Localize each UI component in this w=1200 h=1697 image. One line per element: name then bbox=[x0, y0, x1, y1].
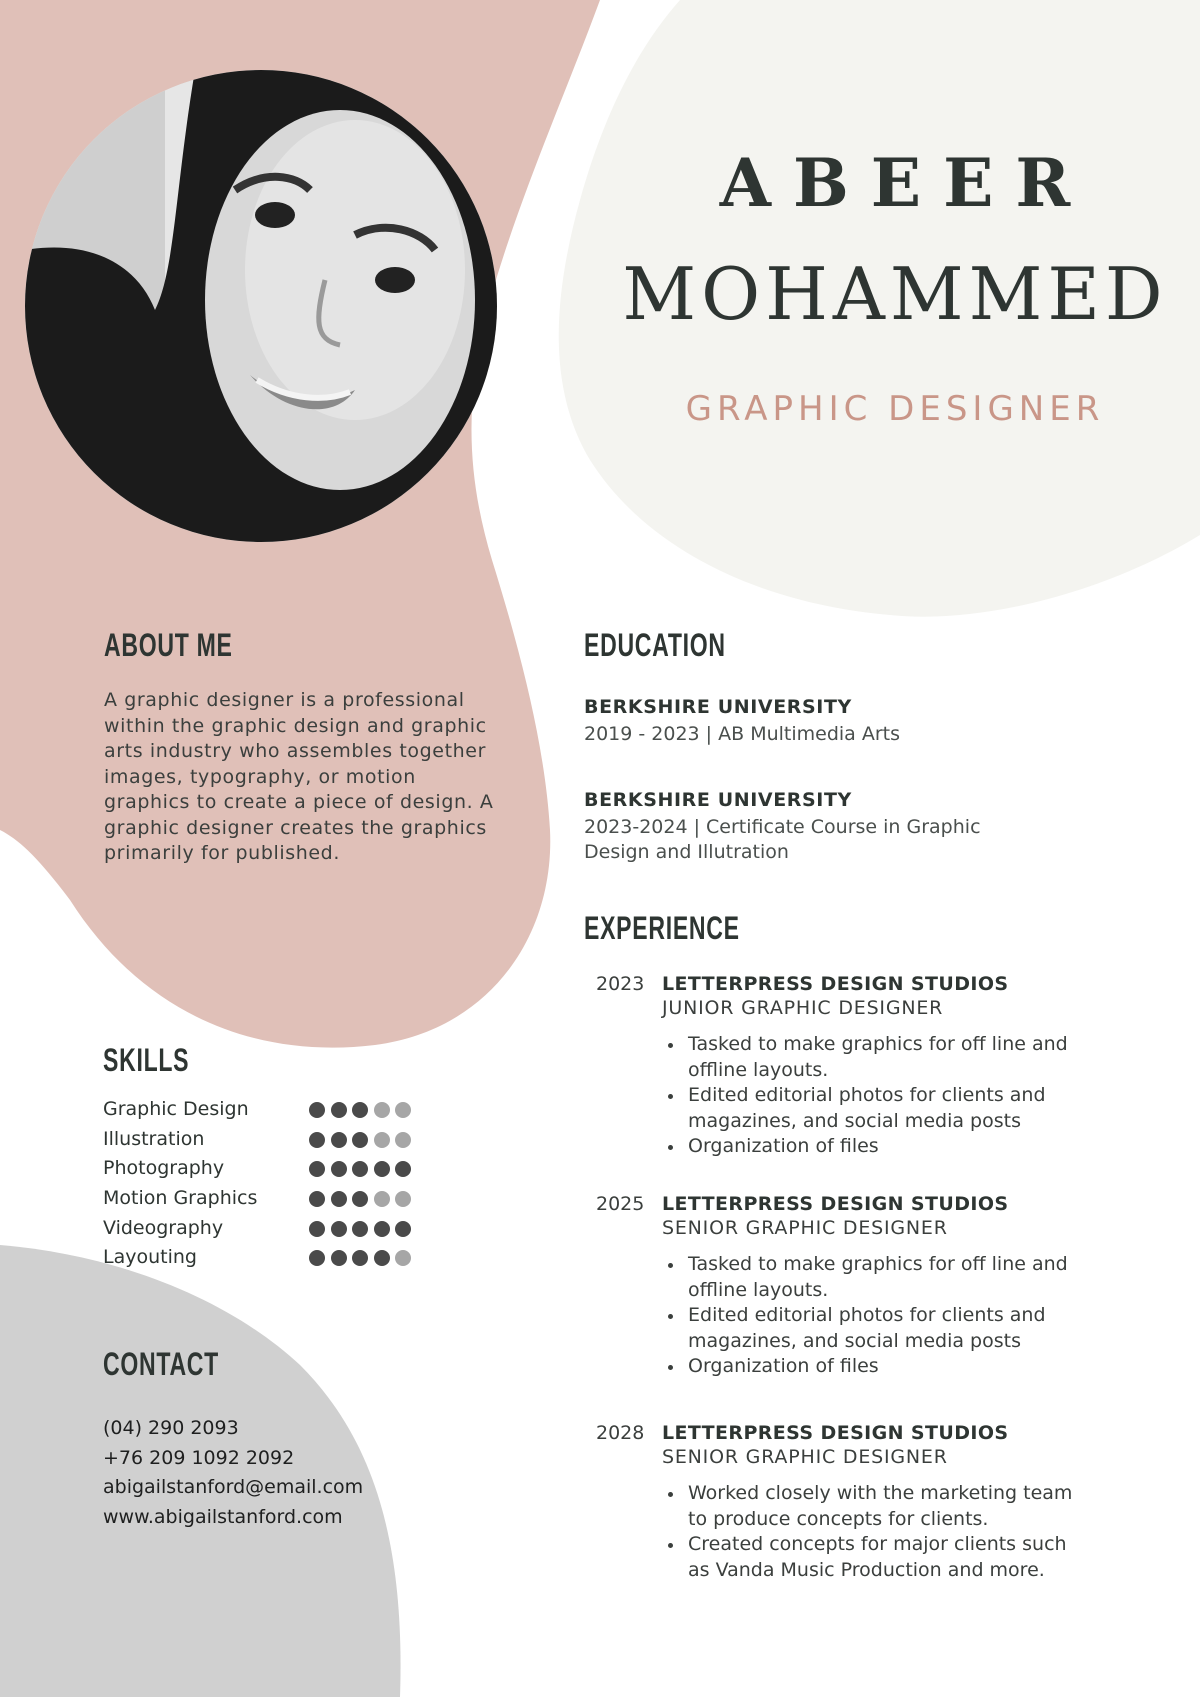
skill-rating bbox=[309, 1250, 417, 1266]
skill-name: Videography bbox=[103, 1216, 224, 1239]
skill-dot-filled bbox=[309, 1250, 325, 1266]
bullet-list bbox=[662, 1032, 1092, 1160]
education-heading: EDUCATION bbox=[584, 627, 726, 663]
profile-photo bbox=[25, 70, 497, 542]
skill-dot-filled bbox=[374, 1221, 390, 1237]
skill-name: Illustration bbox=[103, 1127, 205, 1150]
skill-rating bbox=[309, 1221, 417, 1237]
list-item: Organization of files bbox=[688, 1354, 1092, 1380]
skill-dot-filled bbox=[309, 1191, 325, 1207]
education-item bbox=[584, 787, 1044, 865]
website-link: www.abigailstanford.com bbox=[103, 1505, 343, 1528]
phone-number: (04) 290 2093 bbox=[103, 1417, 239, 1439]
skill-name: Layouting bbox=[103, 1246, 197, 1269]
skill-dot-filled bbox=[352, 1191, 368, 1207]
role-title: JUNIOR GRAPHIC DESIGNER bbox=[662, 997, 944, 1019]
skill-dot-empty bbox=[395, 1102, 411, 1118]
education-detail: 2023-2024 | Certificate Course in Graphic Design and Illutration bbox=[584, 816, 981, 863]
contact-list bbox=[103, 1414, 423, 1532]
skill-dot-filled bbox=[309, 1102, 325, 1118]
skill-dot-filled bbox=[331, 1161, 347, 1177]
skills-heading: SKILLS bbox=[103, 1042, 190, 1078]
skill-row bbox=[103, 1096, 433, 1126]
skill-dot-filled bbox=[309, 1221, 325, 1237]
skill-dot-filled bbox=[331, 1221, 347, 1237]
job-title: GRAPHIC DESIGNER bbox=[685, 389, 1105, 429]
skill-dot-empty bbox=[374, 1102, 390, 1118]
school-name: BERKSHIRE UNIVERSITY bbox=[584, 696, 852, 718]
skill-dot-filled bbox=[352, 1132, 368, 1148]
skill-dot-filled bbox=[352, 1221, 368, 1237]
contact-heading: CONTACT bbox=[103, 1346, 219, 1382]
skill-name: Photography bbox=[103, 1157, 225, 1180]
role-title: SENIOR GRAPHIC DESIGNER bbox=[662, 1446, 948, 1468]
experience-year: 2025 bbox=[596, 1193, 645, 1215]
skill-name: Motion Graphics bbox=[103, 1187, 258, 1210]
bullet-list bbox=[662, 1481, 1092, 1583]
skill-rating bbox=[309, 1161, 417, 1177]
list-item: Created concepts for major clients such as Vanda Music Production and more. bbox=[688, 1532, 1092, 1583]
company-name: LETTERPRESS DESIGN STUDIOS bbox=[662, 1193, 1009, 1215]
skill-dot-filled bbox=[395, 1221, 411, 1237]
skill-rating bbox=[309, 1132, 417, 1148]
skill-rating bbox=[309, 1191, 417, 1207]
role-title: SENIOR GRAPHIC DESIGNER bbox=[662, 1217, 948, 1239]
education-detail: 2019 - 2023 | AB Multimedia Arts bbox=[584, 723, 901, 745]
list-item: Worked closely with the marketing team to produce concepts for clients. bbox=[688, 1481, 1092, 1532]
experience-year: 2028 bbox=[596, 1422, 645, 1444]
skill-dot-filled bbox=[331, 1191, 347, 1207]
first-name: ABEER bbox=[719, 144, 1093, 222]
skill-row bbox=[103, 1244, 433, 1274]
school-name: BERKSHIRE UNIVERSITY bbox=[584, 789, 852, 811]
skill-dot-filled bbox=[309, 1132, 325, 1148]
skill-dot-empty bbox=[395, 1191, 411, 1207]
experience-year: 2023 bbox=[596, 973, 645, 995]
list-item: Edited editorial photos for clients and magazines, and social media posts bbox=[688, 1083, 1092, 1134]
skill-dot-empty bbox=[374, 1132, 390, 1148]
skill-row bbox=[103, 1185, 433, 1215]
skill-row bbox=[103, 1215, 433, 1245]
skill-name: Graphic Design bbox=[103, 1098, 249, 1120]
last-name: MOHAMMED bbox=[622, 252, 1168, 336]
skill-dot-filled bbox=[352, 1161, 368, 1177]
skill-dot-filled bbox=[331, 1250, 347, 1266]
about-text: A graphic designer is a professional within the graphic design and graphic arts industry who assembles together images, typography, or motion graphics to create a piece of design. A graphic designer creates the graphics primarily for published. bbox=[104, 689, 494, 864]
list-item: Organization of files bbox=[688, 1134, 1092, 1160]
email-address: abigailstanford@email.com bbox=[103, 1476, 364, 1498]
skill-dot-filled bbox=[352, 1102, 368, 1118]
education-item bbox=[584, 694, 1044, 747]
skill-dot-empty bbox=[395, 1132, 411, 1148]
skill-rating bbox=[309, 1102, 417, 1118]
bullet-list bbox=[662, 1252, 1092, 1380]
skills-list bbox=[103, 1096, 433, 1274]
skill-dot-filled bbox=[395, 1161, 411, 1177]
experience-heading: EXPERIENCE bbox=[584, 910, 740, 946]
skill-dot-filled bbox=[331, 1132, 347, 1148]
skill-dot-filled bbox=[331, 1102, 347, 1118]
about-heading: ABOUT ME bbox=[104, 627, 233, 663]
mobile-number: +76 209 1092 2092 bbox=[103, 1446, 295, 1469]
list-item: Tasked to make graphics for off line and offline layouts. bbox=[688, 1252, 1092, 1303]
skill-dot-filled bbox=[352, 1250, 368, 1266]
skill-dot-empty bbox=[374, 1191, 390, 1207]
skill-dot-filled bbox=[374, 1250, 390, 1266]
list-item: Edited editorial photos for clients and magazines, and social media posts bbox=[688, 1303, 1092, 1354]
list-item: Tasked to make graphics for off line and offline layouts. bbox=[688, 1032, 1092, 1083]
skill-dot-filled bbox=[374, 1161, 390, 1177]
skill-dot-filled bbox=[309, 1161, 325, 1177]
skill-row bbox=[103, 1155, 433, 1185]
skill-row bbox=[103, 1126, 433, 1156]
skill-dot-empty bbox=[395, 1250, 411, 1266]
company-name: LETTERPRESS DESIGN STUDIOS bbox=[662, 973, 1009, 995]
company-name: LETTERPRESS DESIGN STUDIOS bbox=[662, 1422, 1009, 1444]
